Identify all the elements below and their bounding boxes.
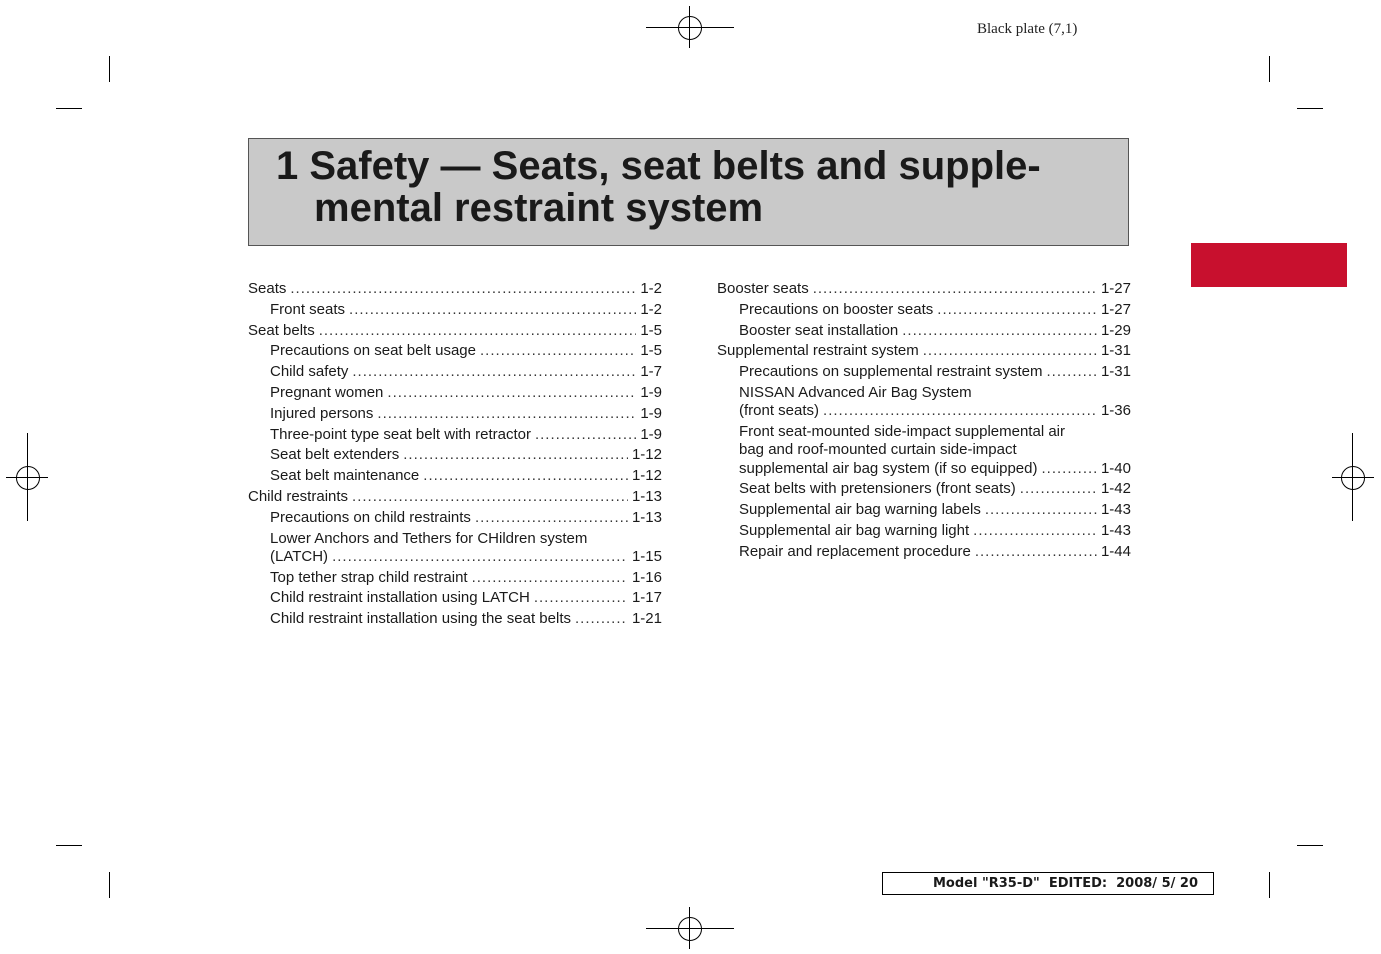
toc-entry-page: 1-31 [1100, 342, 1131, 360]
toc-entry[interactable] [717, 542, 1131, 563]
toc-entry-label: (front seats) [739, 402, 820, 420]
toc-dot-leader [290, 279, 636, 300]
toc-entry-page: 1-13 [631, 487, 662, 505]
toc-dot-leader [1046, 362, 1096, 383]
toc-entry[interactable] [248, 404, 662, 425]
toc-entry-label: Front seats [270, 300, 346, 318]
chapter-tab [1191, 243, 1347, 287]
toc-entry-label: Seat belts with pretensioners (front seats) [739, 480, 1016, 498]
toc-entry-label: Pregnant women [270, 383, 384, 401]
toc-entry[interactable] [717, 300, 1131, 321]
registration-mark [16, 466, 40, 490]
toc-entry[interactable] [717, 362, 1131, 383]
toc-entry-label: Child restraint installation using the seat belts [270, 610, 571, 628]
toc-entry-label: Precautions on child restraints [270, 508, 471, 526]
toc-entry-page: 1-9 [640, 383, 662, 401]
toc-entry[interactable] [248, 609, 662, 630]
toc-dot-leader [973, 521, 1097, 542]
toc-entry[interactable] [717, 383, 1131, 422]
toc-entry-label: Three-point type seat belt with retractor [270, 425, 531, 443]
toc-entry-label: Precautions on seat belt usage [270, 342, 476, 360]
toc-entry-label: Top tether strap child restraint [270, 568, 468, 586]
toc-entry-page: 1-7 [640, 363, 662, 381]
toc-entry[interactable] [248, 425, 662, 446]
toc-entry-page: 1-15 [631, 547, 662, 565]
toc-dot-leader [575, 609, 628, 630]
toc-entry[interactable] [248, 362, 662, 383]
toc-entry-label: Supplemental air bag warning labels [739, 501, 981, 519]
toc-entry[interactable] [717, 321, 1131, 342]
toc-entry-label: Seat belt extenders [270, 446, 400, 464]
toc-entry-page: 1-5 [640, 342, 662, 360]
toc-entry-page: 1-13 [631, 508, 662, 526]
toc-entry-label-line: Lower Anchors and Tethers for CHildren system [270, 529, 588, 547]
toc-entry-label: Injured persons [270, 404, 374, 422]
toc-entry-page: 1-21 [631, 610, 662, 628]
toc-entry-page: 1-43 [1100, 522, 1131, 540]
toc-entry-page: 1-27 [1100, 300, 1131, 318]
registration-mark [678, 917, 702, 941]
toc-entry-page: 1-29 [1100, 321, 1131, 339]
registration-mark [1341, 466, 1365, 490]
toc-entry-label: Seat belts [248, 321, 315, 339]
toc-entry-label: supplemental air bag system (if so equipped) [739, 459, 1038, 477]
toc-entry[interactable] [248, 279, 662, 300]
toc-entry-label-line: Front seat-mounted side-impact supplemental air [739, 423, 1065, 441]
toc-dot-leader [535, 425, 636, 446]
toc-dot-leader [403, 445, 628, 466]
toc-dot-leader [823, 401, 1097, 422]
toc-entry-label: Child safety [270, 363, 349, 381]
toc-entry-label: Child restraint installation using LATCH [270, 589, 530, 607]
chapter-title-box [248, 138, 1129, 246]
toc-entry-page: 1-2 [640, 300, 662, 318]
toc-entry[interactable] [717, 279, 1131, 300]
toc-dot-leader [937, 300, 1097, 321]
toc-entry[interactable] [717, 341, 1131, 362]
toc-dot-leader [352, 362, 636, 383]
chapter-title-line-1: 1 Safety — Seats, seat belts and supple- [276, 144, 1041, 188]
toc-dot-leader [352, 487, 628, 508]
toc-entry-label-line: bag and roof-mounted curtain side-impact [739, 441, 1017, 459]
toc-dot-leader [332, 547, 628, 568]
chapter-title-line-2: mental restraint system [314, 186, 764, 230]
toc-dot-leader [377, 404, 636, 425]
toc-entry-page: 1-16 [631, 568, 662, 586]
toc-entry-page: 1-12 [631, 446, 662, 464]
toc-entry[interactable] [248, 383, 662, 404]
toc-entry-label-line: NISSAN Advanced Air Bag System [739, 383, 972, 401]
toc-entry[interactable] [248, 588, 662, 609]
registration-mark [678, 16, 702, 40]
toc-dot-leader [475, 508, 628, 529]
crop-mark [56, 845, 82, 846]
toc-entry[interactable] [717, 521, 1131, 542]
toc-entry-page: 1-31 [1100, 363, 1131, 381]
toc-entry-label: Precautions on booster seats [739, 300, 934, 318]
toc-entry[interactable] [248, 529, 662, 568]
toc-dot-leader [813, 279, 1097, 300]
toc-dot-leader [480, 341, 636, 362]
toc-entry[interactable] [248, 321, 662, 342]
toc-entry[interactable] [248, 487, 662, 508]
toc-entry-page: 1-27 [1100, 280, 1131, 297]
toc-entry-label: Seat belt maintenance [270, 467, 420, 485]
toc-entry-page: 1-42 [1100, 480, 1131, 498]
toc-entry-page: 1-9 [640, 404, 662, 422]
toc-entry-page: 1-17 [631, 589, 662, 607]
crop-mark [1297, 108, 1323, 109]
toc-dot-leader [387, 383, 636, 404]
toc-right-column [717, 279, 1131, 563]
crop-mark [1297, 845, 1323, 846]
crop-mark [1269, 872, 1270, 898]
toc-entry[interactable] [717, 479, 1131, 500]
toc-entry-label: Booster seats [717, 280, 809, 297]
toc-entry-page: 1-12 [631, 467, 662, 485]
toc-dot-leader [985, 500, 1097, 521]
toc-entry-label: (LATCH) [270, 547, 329, 565]
crop-mark [109, 872, 110, 898]
toc-entry-page: 1-9 [640, 425, 662, 443]
toc-entry[interactable] [717, 500, 1131, 521]
toc-entry-label: Supplemental air bag warning light [739, 522, 970, 540]
toc-entry-page: 1-5 [640, 321, 662, 339]
toc-dot-leader [534, 588, 628, 609]
crop-mark [109, 56, 110, 82]
toc-entry[interactable] [248, 568, 662, 589]
toc-entry-page: 1-43 [1100, 501, 1131, 519]
toc-entry[interactable] [717, 422, 1131, 479]
toc-entry-label: Booster seat installation [739, 321, 899, 339]
toc-dot-leader [423, 466, 628, 487]
toc-entry[interactable] [248, 466, 662, 487]
crop-mark [1269, 56, 1270, 82]
toc-dot-leader [975, 542, 1097, 563]
toc-entry-page: 1-40 [1100, 459, 1131, 477]
toc-left-column [248, 279, 662, 630]
toc-dot-leader [923, 341, 1097, 362]
crop-mark [56, 108, 82, 109]
toc-entry-label: Supplemental restraint system [717, 342, 919, 360]
toc-dot-leader [1042, 459, 1097, 480]
toc-dot-leader [902, 321, 1097, 342]
footer-edit-info: Model "R35-D" EDITED: 2008/ 5/ 20 [882, 872, 1214, 895]
toc-entry-page: 1-2 [640, 280, 662, 297]
toc-entry[interactable] [248, 445, 662, 466]
plate-label: Black plate (7,1) [977, 21, 1078, 37]
toc-dot-leader [1020, 479, 1097, 500]
toc-entry-label: Seats [248, 280, 287, 297]
toc-entry[interactable] [248, 508, 662, 529]
toc-entry-label: Precautions on supplemental restraint system [739, 363, 1043, 381]
toc-entry-page: 1-44 [1100, 542, 1131, 560]
toc-entry[interactable] [248, 341, 662, 362]
toc-entry-label: Child restraints [248, 487, 349, 505]
toc-entry[interactable] [248, 300, 662, 321]
toc-entry-label: Repair and replacement procedure [739, 542, 971, 560]
toc-dot-leader [349, 300, 636, 321]
toc-dot-leader [319, 321, 637, 342]
toc-dot-leader [472, 568, 628, 589]
toc-entry-page: 1-36 [1100, 402, 1131, 420]
